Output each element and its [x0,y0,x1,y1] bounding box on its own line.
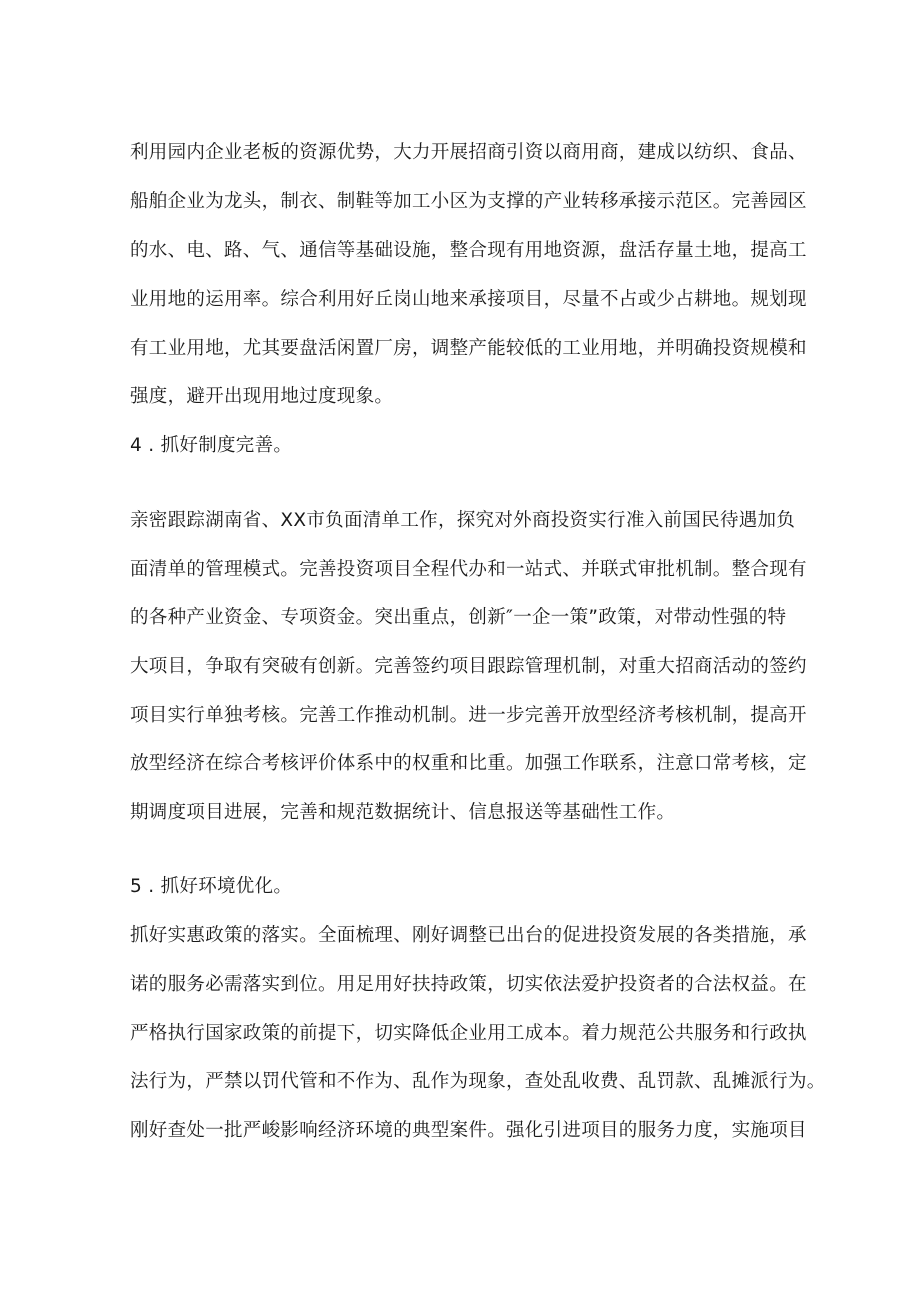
section-heading-5: 5 . 抓好环境优化。 [130,876,293,897]
paragraph-3-line-3: 严格执行国家政策的前提下，切实降低企业用工成本。着力规范公共服务和行政执 [130,1023,807,1044]
paragraph-1-line-4: 业用地的运用率。综合利用好丘岗山地来承接项目，尽量不占或少占耕地。规划现 [130,289,807,310]
paragraph-2-line-6: 放型经济在综合考核评价体系中的权重和比重。加强工作联系，注意口常考核，定 [130,753,807,774]
section-heading-4: 4 . 抓好制度完善。 [130,435,293,456]
paragraph-1-line-1: 利用园内企业老板的资源优势，大力开展招商引资以商用商，建成以纺织、食品、 [130,142,807,163]
paragraph-1-line-6: 强度，避开出现用地过度现象。 [130,386,394,407]
paragraph-1-line-3: 的水、电、路、气、通信等基础设施，整合现有用地资源，盘活存量土地，提高工 [130,240,807,261]
paragraph-2-line-4: 大项目，争取有突破有创新。完善签约项目跟踪管理机制，对重大招商活动的签约 [130,656,807,677]
paragraph-1-line-5: 有工业用地，尤其要盘活闲置厂房，调整产能较低的工业用地，并明确投资规模和 [130,338,807,359]
paragraph-2-line-1: 亲密跟踪湖南省、XX市负面清单工作，探究对外商投资实行准入前国民待遇加负 [130,510,796,531]
paragraph-2-line-3: 的各种产业资金、专项资金。突出重点，创新″一企一策”政策，对带动性强的特 [130,607,787,628]
paragraph-3-line-1: 抓好实惠政策的落实。全面梳理、刚好调整已出台的促进投资发展的各类措施，承 [130,925,807,946]
paragraph-1-line-2: 船舶企业为龙头，制衣、制鞋等加工小区为支撑的产业转移承接示范区。完善园区 [130,191,807,212]
paragraph-2-line-5: 项目实行单独考核。完善工作推动机制。进一步完善开放型经济考核机制，提高开 [130,705,807,726]
paragraph-2-line-7: 期调度项目进展，完善和规范数据统计、信息报送等基础性工作。 [130,802,676,823]
paragraph-3-line-4: 法行为，严禁以罚代管和不作为、乱作为现象，查处乱收费、乱罚款、乱摊派行为。 [130,1071,826,1092]
paragraph-2-line-2: 面清单的管理模式。完善投资项目全程代办和一站式、并联式审批机制。整合现有 [130,559,807,580]
paragraph-3-line-5: 刚好查处一批严峻影响经济环境的典型案件。强化引进项目的服务力度，实施项目 [130,1120,807,1141]
paragraph-3-line-2: 诺的服务必需落实到位。用足用好扶持政策，切实依法爱护投资者的合法权益。在 [130,974,807,995]
